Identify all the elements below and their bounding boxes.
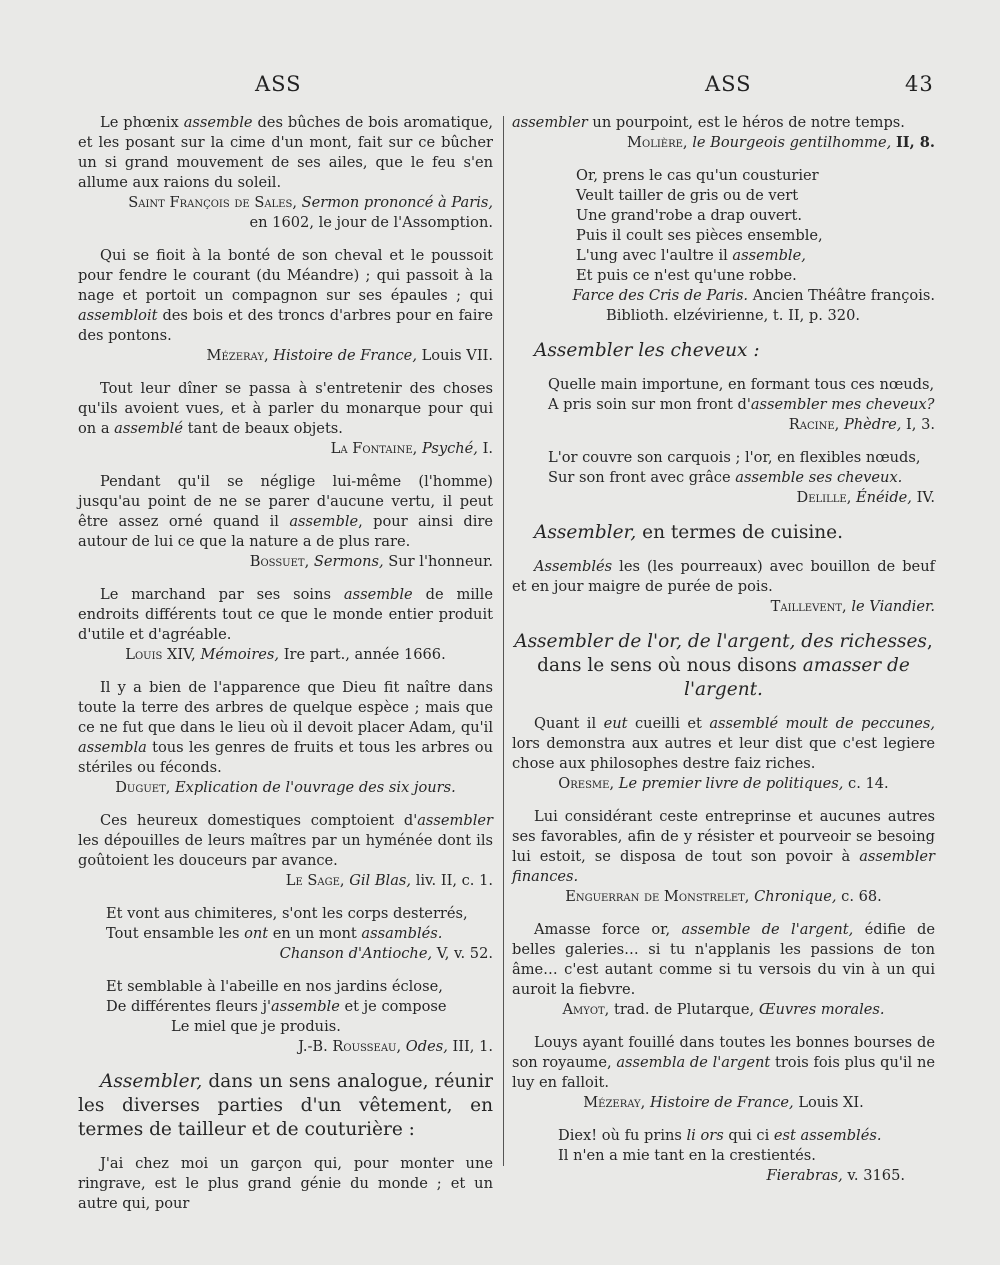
- citation: [78, 346, 493, 366]
- verse-line: [106, 924, 493, 944]
- headword: Assembler de l'or, de l'argent, des richesses: [514, 631, 927, 652]
- text: en termes de cuisine.: [636, 522, 843, 543]
- headword: assemble: [289, 513, 359, 530]
- citation-work: Chanson d'Antioche,: [279, 945, 433, 962]
- text: , pour ainsi dire autour de lui ce que la nature a de plus rare.: [78, 513, 493, 550]
- citation: [78, 871, 493, 891]
- citation-author: Taillevent,: [770, 598, 847, 615]
- headword: assemble ses cheveux.: [735, 469, 903, 486]
- example-paragraph: [78, 246, 493, 346]
- verse-quote: [78, 977, 493, 1037]
- verse-line: Et puis ce n'est qu'une robbe.: [576, 267, 797, 284]
- text: tous les genres de fruits et tous les arbres ou stériles ou féconds.: [78, 739, 493, 776]
- verse-quote: [512, 1126, 935, 1166]
- headword: assembla: [78, 739, 147, 756]
- text: Amasse force or,: [534, 921, 682, 938]
- headword: li ors: [686, 1127, 724, 1144]
- text: Diex! où fu prins: [558, 1127, 687, 1144]
- headword: Assembler les cheveux :: [534, 340, 760, 361]
- citation-detail: Biblioth. elzévirienne, t. II, p. 320.: [606, 307, 860, 324]
- citation-work: Fierabras,: [766, 1167, 843, 1184]
- headword: assemble,: [732, 247, 806, 264]
- verse-line: Quelle main importune, en formant tous ces nœuds,: [548, 376, 935, 393]
- text: des bois et des troncs d'arbres pour en faire des pontons.: [78, 307, 493, 344]
- verse-quote: [512, 375, 935, 415]
- citation: [78, 193, 493, 233]
- citation-detail: en 1602, le jour de l'Assomption.: [249, 214, 493, 231]
- citation-detail: Ire part., année 1666.: [283, 646, 446, 663]
- citation-work: Histoire de France,: [273, 347, 417, 364]
- citation-work: Sermon prononcé à Paris,: [301, 194, 493, 211]
- section-heading: [512, 521, 935, 545]
- section-heading: [512, 339, 935, 363]
- citation-author: Mézeray,: [206, 347, 269, 364]
- citation-work: Énéide,: [855, 489, 912, 506]
- citation: [512, 597, 935, 617]
- verse-quote: [512, 448, 935, 488]
- citation-work: le Bourgeois gentilhomme,: [692, 134, 892, 151]
- verse-line: Veult tailler de gris ou de vert: [576, 187, 799, 204]
- citation-author: J.-B. Rousseau,: [298, 1038, 402, 1055]
- text: De différentes fleurs j': [106, 998, 272, 1015]
- citation-detail: I.: [482, 440, 493, 457]
- running-header-left: ASS: [255, 72, 302, 96]
- example-paragraph: [78, 585, 493, 645]
- headword: assamblés.: [361, 925, 443, 942]
- headword: assembler: [512, 114, 588, 131]
- citation-work: Odes,: [405, 1038, 448, 1055]
- verse-line: Et semblable à l'abeille en nos jardins éclose,: [106, 978, 443, 995]
- verse-line: [576, 246, 935, 266]
- text: lors demonstra aux autres et leur dist que c'est legiere chose aux philosophes destre faiz riches.: [512, 735, 935, 772]
- headword: assemble: [343, 586, 413, 603]
- citation-detail: liv. II, c. 1.: [415, 872, 493, 889]
- headword: amasser de l'argent.: [684, 655, 910, 700]
- example-paragraph: [512, 1033, 935, 1093]
- text: les dépouilles de leurs maîtres par un hyménée dont ils goûtoient les douceurs par avance.: [78, 832, 493, 869]
- citation-detail: c. 68.: [841, 888, 882, 905]
- text: tant de beaux objets.: [182, 420, 343, 437]
- citation-detail: V, v. 52.: [436, 945, 493, 962]
- citation-author: Enguerran de Monstrelet,: [565, 888, 750, 905]
- example-paragraph: [78, 811, 493, 871]
- citation-author: Oresme,: [558, 775, 615, 792]
- citation: [78, 944, 493, 964]
- running-header-right: ASS: [705, 72, 752, 96]
- column-divider: [503, 116, 504, 1166]
- text: des bûches de bois aromatique, et les posant sur la cime d'un mont, fait sur ce bûcher un si grand mouvement de ses ailes, que le feu s'en allume aux raions du soleil.: [78, 114, 493, 191]
- text: Louys ayant fouillé dans toutes les bonnes bourses de son royaume,: [512, 1034, 935, 1071]
- verse-line: [548, 468, 935, 488]
- headword: Assemblés: [534, 558, 613, 575]
- text: Qui se fioit à la bonté de son cheval et le poussoit pour fendre le courant (du Méandre) ; qui passoit à la nage et portoit un compagnon sur ses épaules ; qui: [78, 247, 493, 304]
- citation-work: Histoire de France,: [649, 1094, 794, 1111]
- citation-work: le Viandier.: [851, 598, 935, 615]
- text: Il y a bien de l'apparence que Dieu fit naître dans toute la terre des arbres de quelque espèce ; mais que ce ne fut que dans le lieu où il devoit placer Adam, qu'il: [78, 679, 493, 736]
- citation-detail: Louis VII.: [421, 347, 493, 364]
- citation: [512, 1000, 935, 1020]
- verse-line: [558, 1126, 935, 1146]
- page-number: 43: [905, 72, 934, 96]
- citation-work: Chronique,: [754, 888, 837, 905]
- citation: [512, 1166, 935, 1186]
- example-paragraph: [78, 113, 493, 193]
- headword: assemblé moult de peccunes,: [709, 715, 935, 732]
- citation: [512, 286, 935, 326]
- citation: [78, 552, 493, 572]
- citation-author: Amyot,: [562, 1001, 610, 1018]
- citation: [512, 415, 935, 435]
- text: A pris soin sur mon front d': [548, 396, 751, 413]
- verse-line: L'or couvre son carquois ; l'or, en flexibles nœuds,: [548, 449, 921, 466]
- citation-author: Saint François de Sales,: [128, 194, 297, 211]
- verse-line: [106, 997, 493, 1017]
- citation-detail: IV.: [916, 489, 935, 506]
- citation-work: Sermons,: [313, 553, 384, 570]
- citation-author: Molière,: [627, 134, 688, 151]
- headword: assembloit: [78, 307, 158, 324]
- citation-detail: v. 3165.: [847, 1167, 905, 1184]
- verse-line: Et vont aus chimiteres, s'ont les corps desterrés,: [106, 905, 468, 922]
- text: L'ung avec l'aultre il: [576, 247, 733, 264]
- text: Tout leur dîner se passa à s'entretenir des choses qu'ils avoient vues, et à parler du monarque pour qui on a: [78, 380, 493, 437]
- citation-author: Louis XIV,: [125, 646, 196, 663]
- verse-line: Puis il coult ses pièces ensemble,: [576, 227, 823, 244]
- text: Sur son front avec grâce: [548, 469, 736, 486]
- text: Quant il: [534, 715, 604, 732]
- citation: [78, 1037, 493, 1057]
- text: un pourpoint, est le héros de notre temps.: [587, 114, 905, 131]
- headword: assemble: [271, 998, 340, 1015]
- citation-detail: III, 1.: [452, 1038, 493, 1055]
- headword: assembla de l'argent: [616, 1054, 771, 1071]
- text: qui ci: [723, 1127, 774, 1144]
- headword: ont: [244, 925, 269, 942]
- text: et je compose: [339, 998, 447, 1015]
- text: cueilli et: [627, 715, 710, 732]
- example-paragraph: [512, 557, 935, 597]
- text: les (les pourreaux) avec bouillon de beuf et en jour maigre de purée de pois.: [512, 558, 935, 595]
- text: édifie de belles galeries… si tu n'applanis les passions de ton âme… c'est autant comme si tu versois du vin à un qui auroit la fiebvre.: [512, 921, 935, 998]
- citation-work: Le premier livre de politiques,: [618, 775, 844, 792]
- citation: [512, 774, 935, 794]
- citation-detail: trad. de Plutarque,: [613, 1001, 755, 1018]
- right-column: [512, 113, 935, 1199]
- citation: [512, 887, 935, 907]
- citation-work: Œuvres morales.: [758, 1001, 885, 1018]
- text: Ces heureux domestiques comptoient d': [100, 812, 418, 829]
- headword: est assemblés.: [773, 1127, 882, 1144]
- left-column: [78, 113, 493, 1214]
- headword: assembler: [417, 812, 493, 829]
- headword: assembler mes cheveux?: [750, 396, 935, 413]
- citation-work: Mémoires,: [200, 646, 280, 663]
- verse-quote: [512, 166, 935, 286]
- headword: assemble: [183, 114, 253, 131]
- citation-work: Explication de l'ouvrage des six jours.: [175, 779, 456, 796]
- citation-author: Racine,: [788, 416, 840, 433]
- text: Tout ensamble les: [106, 925, 245, 942]
- citation-author: Duguet,: [115, 779, 171, 796]
- citation: [512, 1093, 935, 1113]
- example-paragraph: [78, 472, 493, 552]
- verse-line: Une grand'robe a drap ouvert.: [576, 207, 803, 224]
- citation: [512, 488, 935, 508]
- text: , dans le sens où nous disons: [537, 631, 933, 676]
- citation-detail: I, 3.: [906, 416, 935, 433]
- headword: assembler finances.: [512, 848, 935, 885]
- text: Le marchand par ses soins: [100, 586, 344, 603]
- citation-work: Psyché,: [421, 440, 478, 457]
- citation-author: Delille,: [796, 489, 852, 506]
- section-heading: [78, 1070, 493, 1142]
- example-paragraph: [78, 678, 493, 778]
- example-paragraph: [512, 113, 935, 133]
- citation: [512, 133, 935, 153]
- headword: eut: [603, 715, 628, 732]
- verse-line: Il n'en a mie tant en la crestientés.: [558, 1147, 816, 1164]
- citation-author: Mézeray,: [583, 1094, 646, 1111]
- citation: [78, 439, 493, 459]
- example-paragraph: [512, 807, 935, 887]
- example-paragraph: [512, 714, 935, 774]
- headword: assemblé: [114, 420, 183, 437]
- citation-work: Farce des Cris de Paris.: [572, 287, 749, 304]
- text: Pendant qu'il se néglige lui-même (l'homme) jusqu'au point de ne se parer d'aucune vertu, il peut être assez orné quand il: [78, 473, 493, 530]
- verse-quote: [78, 904, 493, 944]
- text: dans un sens analogue, réunir les diverses parties d'un vêtement, en termes de tailleur et de couturière :: [78, 1071, 493, 1140]
- example-paragraph: [78, 379, 493, 439]
- citation-author: Le Sage,: [285, 872, 345, 889]
- citation-author: Bossuet,: [249, 553, 310, 570]
- text: trois fois plus qu'il ne luy en falloit.: [512, 1054, 935, 1091]
- citation: [78, 778, 493, 798]
- headword: assemble de l'argent,: [681, 921, 854, 938]
- citation-detail: Ancien Théâtre françois.: [752, 287, 935, 304]
- citation-work: Phèdre,: [843, 416, 902, 433]
- example-paragraph: [512, 920, 935, 1000]
- citation-detail: Louis XI.: [798, 1094, 864, 1111]
- citation-work: Gil Blas,: [349, 872, 412, 889]
- citation-detail: c. 14.: [848, 775, 889, 792]
- verse-line: Or, prens le cas qu'un cousturier: [576, 167, 819, 184]
- citation-author: La Fontaine,: [330, 440, 418, 457]
- text: Lui considérant ceste entreprinse et aucunes autres ses favorables, afin de y résister et pourveoir se besoing lui estoit, se disposa de tout son povoir à: [512, 808, 935, 865]
- headword: Assembler,: [100, 1071, 203, 1092]
- section-heading: [512, 630, 935, 702]
- citation-detail: II, 8.: [895, 134, 935, 151]
- example-paragraph: J'ai chez moi un garçon qui, pour monter une ringrave, est le plus grand génie du monde ; et un autre qui, pour: [78, 1155, 493, 1212]
- text: Le phœnix: [100, 114, 184, 131]
- citation: [78, 645, 493, 665]
- verse-line: [548, 395, 935, 415]
- citation-detail: Sur l'honneur.: [388, 553, 493, 570]
- headword: Assembler,: [534, 522, 637, 543]
- text: de mille endroits différents tout ce que le monde entier produit d'utile et d'agréable.: [78, 586, 493, 643]
- verse-line: Le miel que je produis.: [171, 1018, 341, 1035]
- text: en un mont: [268, 925, 362, 942]
